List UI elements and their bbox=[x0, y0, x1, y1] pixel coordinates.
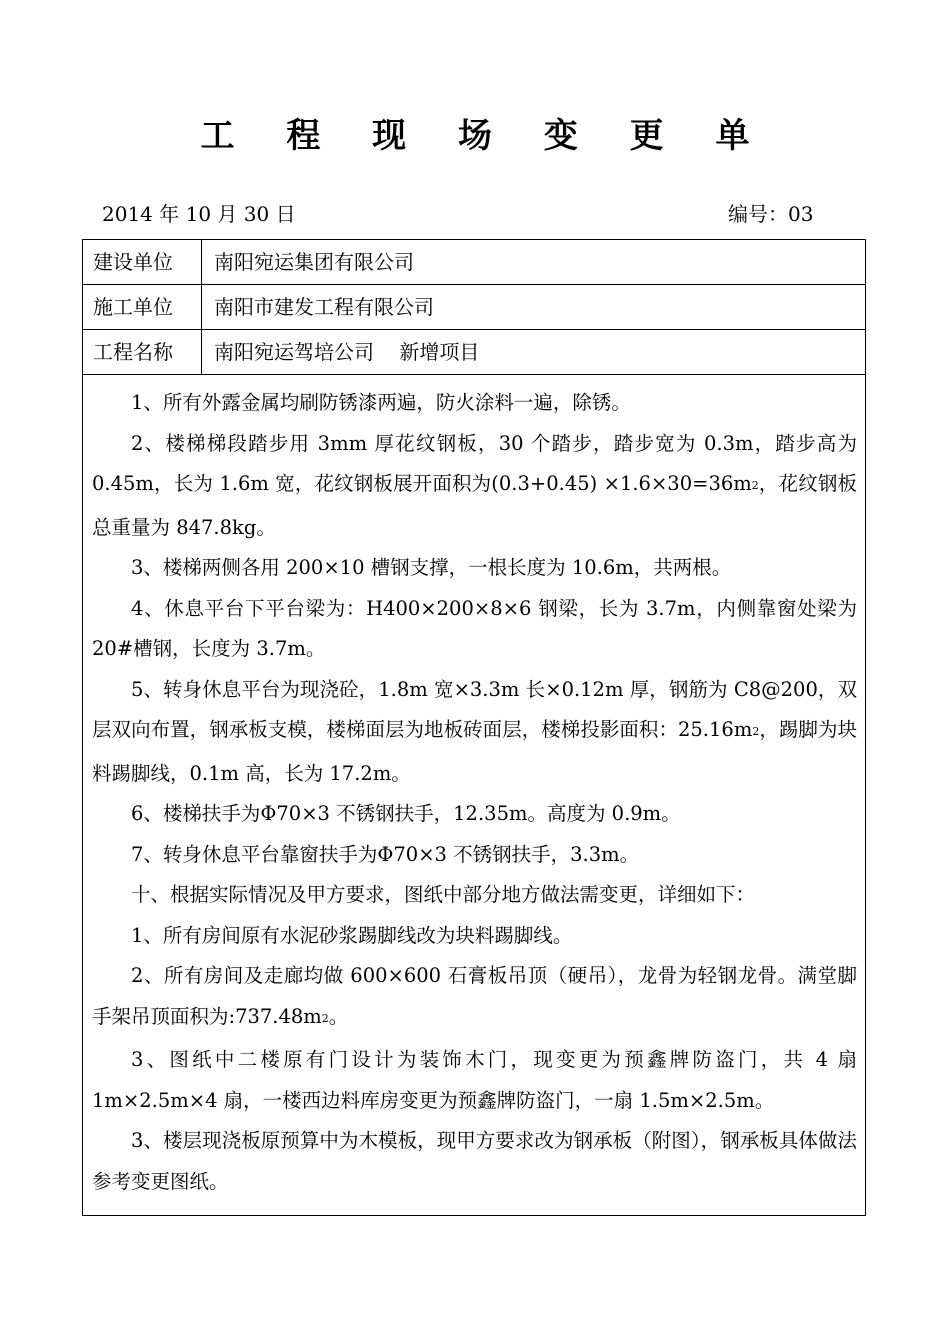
change-form-table bbox=[82, 239, 866, 1216]
row-value: 南阳宛运集团有限公司 bbox=[214, 250, 414, 274]
superscript: 2 bbox=[752, 725, 760, 738]
change-item: 十、根据实际情况及甲方要求，图纸中部分地方做法需变更，详细如下： bbox=[131, 883, 756, 906]
change-item: 3、楼层现浇板原预算中为木模板，现甲方要求改为钢承板（附图），钢承板具体做法参考变更图纸。 bbox=[92, 1129, 857, 1193]
change-item: 1、所有房间原有水泥砂浆踢脚线改为块料踢脚线。 bbox=[131, 923, 573, 947]
change-item: 2、所有房间及走廊均做 600×600 石膏板吊顶（硬吊），龙骨为轻钢龙骨。满堂脚手架吊顶面积为$:737.48m^2$。 bbox=[92, 964, 857, 1028]
change-item: 5、转身休息平台为现浇砼，1.8m 宽×3.3m 长×0.12m 厚，钢筋为 C8@200，双层双向布置，钢承板支模，楼梯面层为地板砖面层，楼梯投影面积：$25.16m^2$，踢脚为块料踢脚线，0.1m 高，长为 17.2m。 bbox=[92, 677, 857, 785]
row-value: 南阳市建发工程有限公司 bbox=[214, 295, 434, 319]
change-content bbox=[83, 375, 865, 1202]
row-contractor bbox=[83, 285, 865, 330]
row-construction-unit bbox=[83, 240, 865, 285]
document-number: 编号：03 bbox=[728, 202, 814, 226]
row-label: 施工单位 bbox=[83, 285, 202, 329]
change-item: 2、楼梯梯段踏步用 3mm 厚花纹钢板，30 个踏步，踏步宽为 0.3m，踏步高为 0.45m，长为 1.6m 宽，花纹钢板展开面积为$(0.3+0.45) \times 1.6\times 30=36m^2$，花纹钢板总重量为 847.8kg。 bbox=[92, 431, 857, 539]
superscript: 2 bbox=[321, 1011, 329, 1025]
change-item: 6、楼梯扶手为Φ70×3 不锈钢扶手，12.35m。高度为 0.9m。 bbox=[131, 802, 681, 825]
document-title: 工 程 现 场 变 更 单 bbox=[200, 116, 770, 156]
date: 2014 年 10 月 30 日 bbox=[102, 202, 296, 226]
change-item: 4、休息平台下平台梁为：H400×200×8×6 钢梁，长为 3.7m，内侧靠窗处梁为 20#槽钢，长度为 3.7m。 bbox=[92, 596, 857, 660]
superscript: 2 bbox=[751, 479, 759, 492]
change-item: 3、图纸中二楼原有门设计为装饰木门，现变更为预鑫牌防盗门，共 4 扇 1m×2.5m×4 扇，一楼西边料库房变更为预鑫牌防盗门，一扇 1.5m×2.5m。 bbox=[92, 1048, 857, 1112]
row-label: 工程名称 bbox=[83, 330, 202, 374]
row-project-name bbox=[83, 330, 865, 375]
change-item: 1、所有外露金属均刷防锈漆两遍，防火涂料一遍，除锈。 bbox=[131, 391, 631, 414]
row-value: 南阳宛运驾培公司 新增项目 bbox=[214, 340, 480, 364]
change-item: 3、楼梯两侧各用 200×10 槽钢支撑，一根长度为 10.6m，共两根。 bbox=[131, 556, 732, 579]
row-label: 建设单位 bbox=[83, 240, 202, 284]
change-item: 7、转身休息平台靠窗扶手为Φ70×3 不锈钢扶手，3.3m。 bbox=[131, 842, 640, 866]
